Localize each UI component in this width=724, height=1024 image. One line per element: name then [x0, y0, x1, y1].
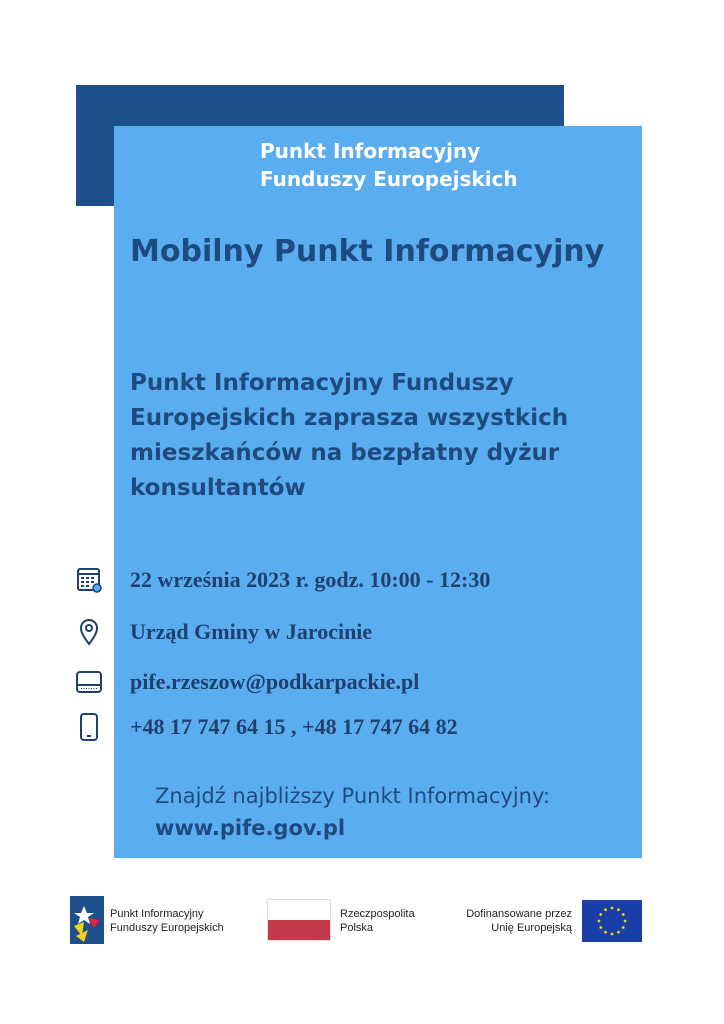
intro-text: [130, 366, 630, 506]
header-title: [260, 137, 518, 193]
eu-star-icon: [617, 931, 620, 934]
eu-star-icon: [604, 931, 607, 934]
intro-line: mieszkańców na bezpłatny dyżur: [130, 440, 560, 466]
website-link[interactable]: www.pife.gov.pl: [155, 816, 346, 840]
calendar-icon: [74, 565, 104, 595]
fe-logo-icon: [70, 896, 104, 944]
eu-star-icon: [598, 920, 601, 923]
eu-star-icon: [599, 913, 602, 916]
phone-text: +48 17 747 64 15 , +48 17 747 64 82: [130, 714, 458, 739]
eu-star-icon: [622, 913, 625, 916]
location-pin-icon: [74, 617, 104, 647]
footer-find: [155, 780, 550, 844]
eu-logo-text: [458, 907, 572, 935]
eu-star-icon: [611, 933, 614, 936]
intro-line: konsultantów: [130, 475, 306, 501]
intro-line: Punkt Informacyjny Funduszy: [130, 370, 514, 396]
footer-find-text: Znajdź najbliższy Punkt Informacyjny:: [155, 784, 550, 808]
fe-logo-line1: Punkt Informacyjny: [110, 908, 204, 920]
poster-title: Mobilny Punkt Informacyjny: [130, 234, 605, 269]
date-text: 22 września 2023 r. godz. 10:00 - 12:30: [130, 567, 491, 592]
eu-star-icon: [622, 926, 625, 929]
fe-logo-line2: Funduszy Europejskich: [110, 922, 224, 934]
location-row: [74, 617, 634, 647]
fe-logo-text: [110, 907, 224, 935]
eu-star-icon: [604, 908, 607, 911]
email-icon: [74, 667, 104, 697]
email-row: [74, 667, 634, 697]
date-row: [74, 565, 634, 595]
phone-icon: [74, 712, 104, 742]
eu-logo-line2: Unię Europejską: [491, 922, 572, 934]
eu-star-icon: [617, 908, 620, 911]
header-title-line1: Punkt Informacyjny: [260, 139, 481, 163]
eu-star-icon: [599, 926, 602, 929]
poland-flag-icon: [268, 900, 330, 940]
rp-logo-text: [340, 907, 415, 935]
phone-row: [74, 712, 634, 742]
intro-line: Europejskich zaprasza wszystkich: [130, 405, 569, 431]
eu-star-icon: [624, 920, 627, 923]
eu-star-icon: [611, 907, 614, 910]
logos-strip: [0, 890, 724, 950]
eu-logo-line1: Dofinansowane przez: [466, 908, 572, 920]
location-text: Urząd Gminy w Jarocinie: [130, 619, 373, 644]
rp-logo-line1: Rzeczpospolita: [340, 908, 415, 920]
eu-flag-icon: [582, 900, 642, 942]
rp-logo-line2: Polska: [340, 922, 374, 934]
email-text: pife.rzeszow@podkarpackie.pl: [130, 669, 420, 694]
header-title-line2: Funduszy Europejskich: [260, 167, 518, 191]
